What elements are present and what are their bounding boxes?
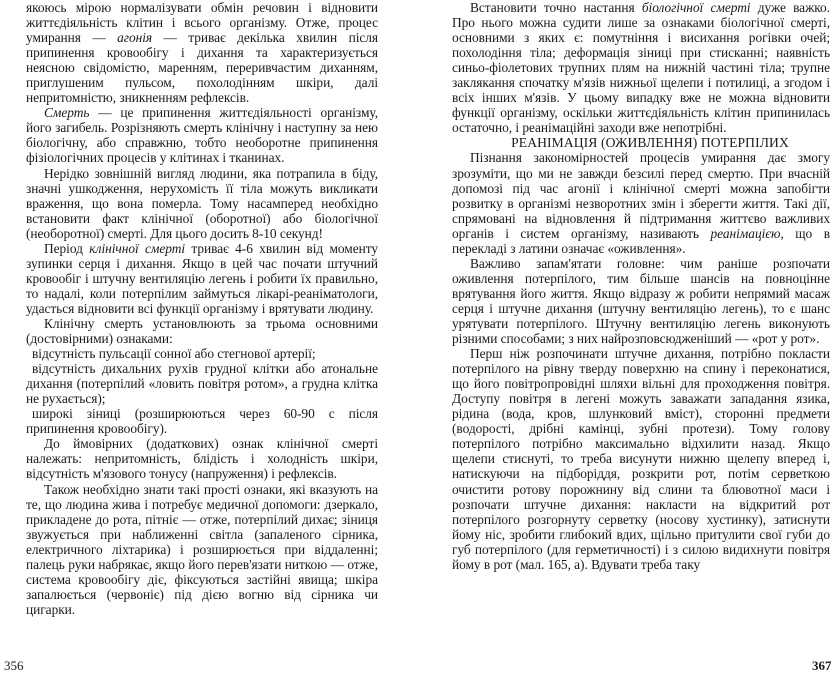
right-text-column bbox=[452, 0, 830, 572]
text-run: Пізнання закономірностей процесів умирання дає змогу зрозуміти, що ми не завжди безсилі перед смертю. При вчасній допомозі під час агонії і клінічної смерті можна запобігти розвитку в організмі незворотних змін і зберегти життя. Такі дії, спрямовані на відновлення й підтримання життєво важливих органів і систем організму, називають bbox=[452, 150, 830, 241]
paragraph bbox=[26, 105, 378, 165]
paragraph bbox=[26, 482, 378, 617]
text-run: дуже важко. Про нього можна судити лише за ознаками біологічної смерті, основними з яких є: помутніння і висихання рогівки очей; похолодіння тіла; деформація зіниці при стисканні; наявність синьо-фіолетових трупних плям на нижній частині тіла; трупне заклякання спочатку м'язів нижньої щелепи і потилиці, а згодом і всіх інших м'язів. У цьому випадку вже не можна відновити функції організму, оскільки життєдіяльність клітин припинилась остаточно, і реанімаційні заходи вже непотрібні. bbox=[452, 0, 830, 136]
italic-term: біологічної смерті bbox=[641, 0, 751, 15]
right-bottom-paragraphs bbox=[452, 150, 830, 571]
text-run: Також необхідно знати такі прості ознаки, які вказують на те, що людина жива і потребує медичної допомоги: дзеркало, прикладене до рота, пітніє — отже, потерпілий дихає; зіниця звужується при наближенні світла (запаленого сірника, електричного ліхтарика) і розширюється при віддаленні; палець руки набрякає, якщо його перев'язати ниткою — отже, система кровообігу діє, фіксуються застійні явища; шкіра запалюється (червоніє) під дією вогню від сірника чи цигарки. bbox=[26, 481, 378, 617]
italic-term: агонія bbox=[117, 30, 153, 46]
paragraph bbox=[26, 316, 378, 346]
text-run: — це припинення життєдіяльності організму, його загибель. Розрізняють смерть клінічну і наступну за нею біологічну, або справжню, тобто необоротне припинення фізіологічних процесів у клітинах і тканинах. bbox=[26, 105, 378, 166]
text-run: — триває декілька хвилин після припинення кровообігу і дихання та характеризується неясною свідомістю, маренням, переривчастим диханням, приглушеним пульсом, похолодінням шкіри, далі непритомністю, зникненням рефлексів. bbox=[26, 30, 378, 106]
text-run: Клінічну смерть установлюють за трьома основними (достовірними) ознаками: bbox=[26, 315, 378, 347]
text-run: Важливо запам'ятати головне: чим раніше розпочати оживлення потерпілого, тим більше шансів на повноцінне врятування його життя. Якщо відразу ж робити непрямий масаж серця і штучне дихання (штучну вентиляцію легень), то є шанс урятувати потерпілого. Штучну вентиляцію легень виконують різними способами; з них найрозповсюдженіший — «рот у рот». bbox=[452, 255, 830, 347]
text-run: Встановити точно настання bbox=[470, 0, 642, 15]
paragraph bbox=[26, 361, 378, 406]
text-run: широкі зіниці (розширюються через 60-90 с після припинення кровообігу). bbox=[26, 406, 378, 437]
text-run: Перш ніж розпочинати штучне дихання, потрібно покласти потерпілого на рівну тверду поверхню на спину і переконатися, що його повітропровідні шляхи вільні для проходження повітря. Доступу повітря в легені можуть заважати западання язика, рідина (вода, кров, шлунковий вміст), сторонні предмети (водорості, дрібні камінці, зубні протези). Тому голову потерпілого потрібно максимально відхилити назад. Якщо щелепи стиснуті, то треба висунути нижню щелепу вперед і, натискуючи на підборіддя, розкрити рот, потім серветкою очистити ротову порожнину від слини та блювотної маси і розпочати штучне дихання: накласти на відкритий рот потерпілого розгорнуту серветку (носову хустинку), затиснути йому ніс, зробити глибокий вдих, щільно притулити свої губи до губ потерпілого (для герметичності) і з силою видихнути повітря йому в рот (мал. 165, а). Вдувати треба таку bbox=[452, 346, 830, 572]
page-number-right: 367 bbox=[812, 658, 832, 673]
paragraph bbox=[452, 150, 830, 255]
paragraph bbox=[26, 346, 378, 361]
text-run: Період bbox=[44, 240, 90, 256]
paragraph bbox=[26, 436, 378, 481]
left-text-column bbox=[26, 0, 378, 617]
text-run: відсутність пульсації сонної або стегнової артерії; bbox=[32, 346, 316, 362]
paragraph bbox=[452, 0, 830, 135]
text-run: якоюсь мірою нормалізувати обмін речовин і відновити життєдіяльність клітин і всього організму. Отже, процес умирання — bbox=[26, 0, 378, 46]
text-run: До ймовірних (додаткових) ознак клінічної смерті належать: непритомність, блідість і холодність шкіри, відсутність м'язового тонусу (напруження) і рефлексів. bbox=[26, 436, 378, 482]
page-number-left: 356 bbox=[4, 658, 24, 673]
paragraph bbox=[26, 406, 378, 436]
text-run: , що в перекладі з латини означає «оживлення». bbox=[452, 225, 830, 256]
paragraph bbox=[26, 0, 378, 105]
italic-term: Смерть bbox=[44, 105, 90, 121]
right-top-paragraphs bbox=[452, 0, 830, 135]
paragraph bbox=[452, 256, 830, 346]
italic-term: реанімацією bbox=[710, 225, 781, 241]
text-run: триває 4-6 хвилин від моменту зупинки серця і дихання. Якщо в цей час почати штучний кровообіг і штучну вентиляцію легень і робити їх правильно, то надалі, коли потерпілим займуться лікарі-реаніматологи, удасться відновити всі функції організму і врятувати людину. bbox=[26, 240, 378, 316]
italic-term: клінічної смерті bbox=[89, 240, 186, 256]
paragraph bbox=[26, 166, 378, 241]
text-run: відсутність дихальних рухів грудної клітки або атональне дихання (потерпілий «ловить повітря ротом», а грудна клітка не рухається); bbox=[26, 361, 378, 407]
paragraph bbox=[26, 241, 378, 316]
section-heading: РЕАНІМАЦІЯ (ОЖИВЛЕННЯ) ПОТЕРПІЛИХ bbox=[511, 135, 789, 151]
paragraph bbox=[452, 346, 830, 572]
text-run: Нерідко зовнішній вигляд людини, яка потрапила в біду, значні ушкодження, нерухомість її тіла можуть викликати враження, що вона померла. Тому насамперед необхідно встановити факт клінічної (оборотної) або біологічної (необоротної) смерті. Для цього досить 8-10 секунд! bbox=[26, 165, 378, 241]
